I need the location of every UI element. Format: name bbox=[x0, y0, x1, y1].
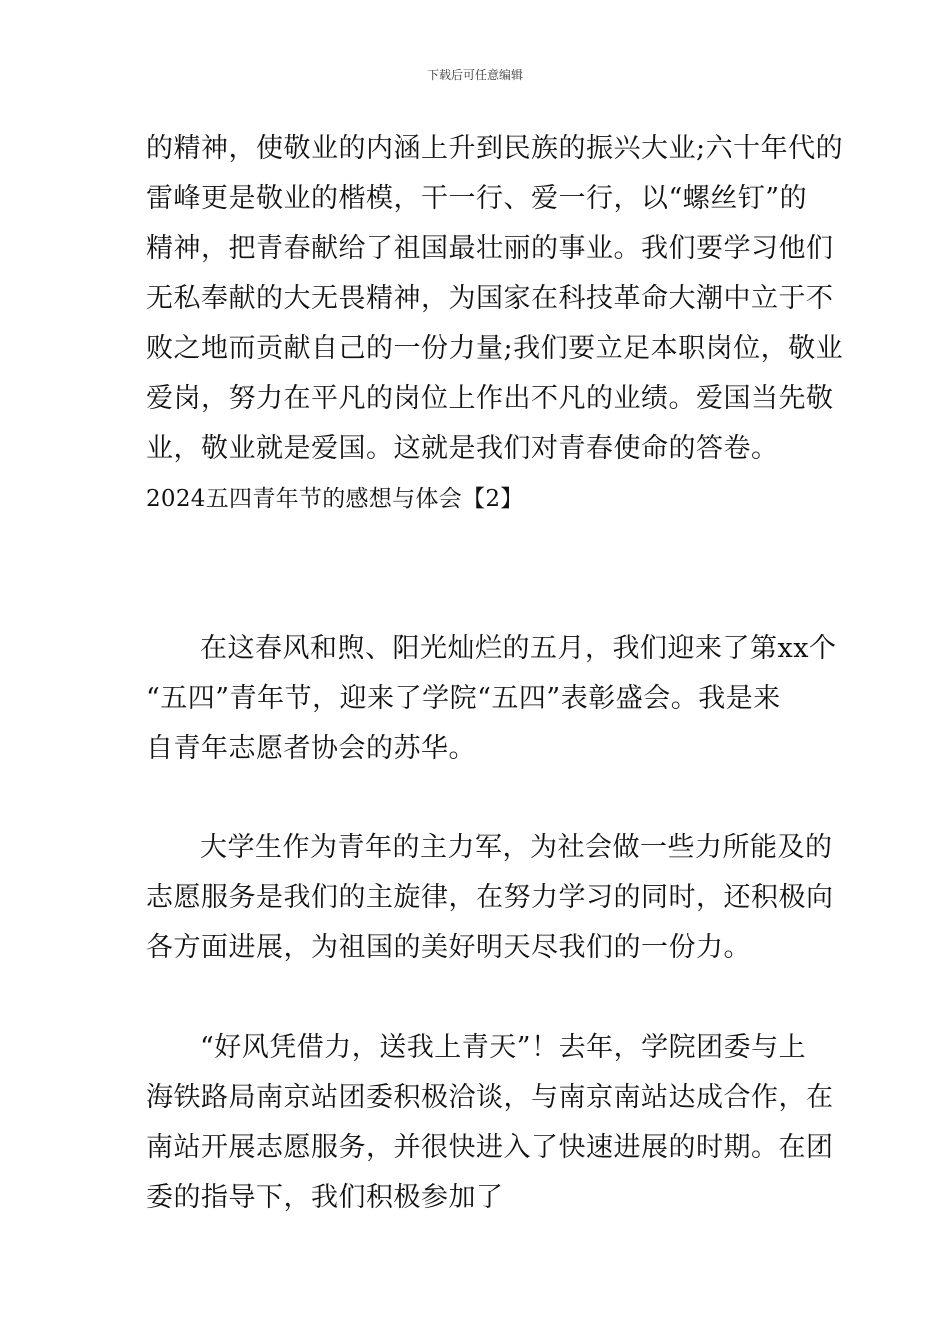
text-line: 雷峰更是敬业的楷模，干一行、爱一行，以“螺丝钉”的 bbox=[146, 183, 808, 214]
paragraph-first-line: 在这春风和煦、阳光灿烂的五月，我们迎来了第xx个 bbox=[200, 633, 837, 664]
text-line: 自青年志愿者协会的苏华。 bbox=[146, 733, 476, 764]
paragraph-first-line: “好风凭借力，送我上青天”！去年，学院团委与上 bbox=[200, 1032, 807, 1063]
paragraph-first-line: 大学生作为青年的主力军，为社会做一些力所能及的 bbox=[200, 832, 833, 863]
text-line: 海铁路局南京站团委积极洽谈，与南京南站达成合作，在 bbox=[146, 1082, 834, 1113]
text-line: 的精神，使敬业的内涵上升到民族的振兴大业;六十年代的 bbox=[146, 133, 844, 164]
text-line: 败之地而贡献自己的一份力量;我们要立足本职岗位，敬业 bbox=[146, 333, 844, 364]
text-line: 南站开展志愿服务，并很快进入了快速进展的时期。在团 bbox=[146, 1132, 834, 1163]
text-line: 业，敬业就是爱国。这就是我们对青春使命的答卷。 bbox=[146, 433, 779, 464]
page-header-note: 下载后可任意编辑 bbox=[426, 68, 523, 82]
text-line: 志愿服务是我们的主旋律，在努力学习的同时，还积极向 bbox=[146, 882, 834, 913]
text-line: 各方面进展，为祖国的美好明天尽我们的一份力。 bbox=[146, 932, 751, 963]
text-line: 无私奉献的大无畏精神，为国家在科技革命大潮中立于不 bbox=[146, 283, 834, 314]
section-heading: 2024五四青年节的感想与体会【2】 bbox=[146, 486, 524, 512]
text-line: 委的指导下，我们积极参加了 bbox=[146, 1182, 504, 1213]
text-line: 精神，把青春献给了祖国最壮丽的事业。我们要学习他们 bbox=[146, 233, 834, 264]
text-line: 爱岗，努力在平凡的岗位上作出不凡的业绩。爱国当先敬 bbox=[146, 383, 834, 414]
text-line: “五四”青年节，迎来了学院“五四”表彰盛会。我是来 bbox=[146, 683, 781, 714]
